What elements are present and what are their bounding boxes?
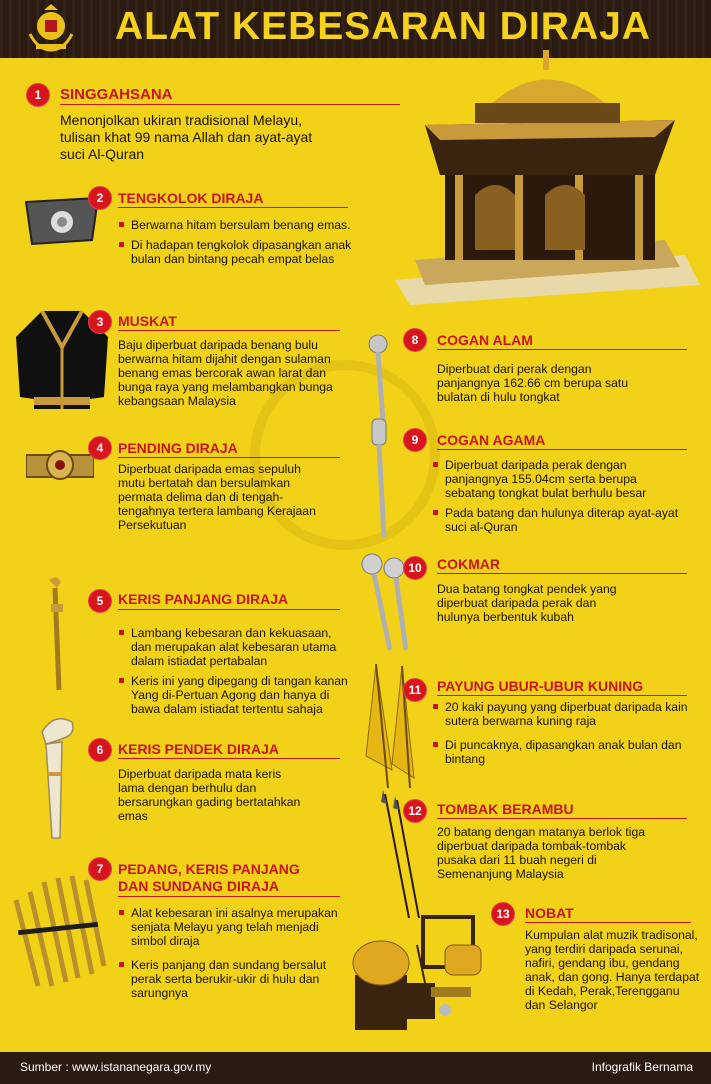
item-number: 7 <box>88 857 112 881</box>
item-number: 8 <box>403 328 427 352</box>
divider <box>437 695 687 696</box>
cogan-agama-illustration <box>360 415 400 540</box>
divider <box>118 609 340 610</box>
divider <box>118 330 340 331</box>
item-bullets-cogan-agama <box>432 458 682 540</box>
item-desc-nobat: Kumpulan alat muzik tradisonal, yang terdiri daripada serunai, nafiri, gendang ibu, gendang anak, dan gong. Hanya terdapat di Kedah, Perak,Terengganu dan Selangor <box>525 928 700 1012</box>
divider <box>118 758 340 759</box>
item-number: 4 <box>88 436 112 460</box>
item-title-muskat: MUSKAT <box>118 313 177 329</box>
item-title-pending: PENDING DIRAJA <box>118 440 238 456</box>
item-desc-cokmar: Dua batang tongkat pendek yang diperbuat daripada perak dan hulunya berbentuk kubah <box>437 582 617 624</box>
item-bullets-tengkolok <box>118 218 353 272</box>
list-item: Lambang kebesaran dan kekuasaan, dan merupakan alat kebesaran utama dalam istiadat pertabalan <box>118 626 354 668</box>
nobat-illustration <box>345 905 495 1035</box>
item-number: 10 <box>403 556 427 580</box>
footer-bar <box>0 1052 711 1084</box>
item-title-keris-panjang: KERIS PANJANG DIRAJA <box>118 591 289 607</box>
divider <box>437 818 687 819</box>
pedang-keris-sundang-illustration <box>8 870 108 990</box>
keris-panjang-illustration <box>35 574 75 694</box>
throne-illustration <box>395 45 700 305</box>
item-title-tengkolok: TENGKOLOK DIRAJA <box>118 190 264 206</box>
keris-pendek-illustration <box>24 712 86 842</box>
list-item: Alat kebesaran ini asalnya merupakan senjata Melayu yang telah menjadi simbol diraja <box>118 906 348 948</box>
item-title-singgahsana: SINGGAHSANA <box>60 86 173 103</box>
item-number: 9 <box>403 428 427 452</box>
item-title-keris-pendek: KERIS PENDEK DIRAJA <box>118 741 280 757</box>
divider <box>437 349 687 350</box>
list-item: 20 kaki payung yang diperbuat daripada kain sutera berwarna kuning raja <box>432 700 694 728</box>
divider <box>525 922 691 923</box>
list-item: Di puncaknya, dipasangkan anak bulan dan bintang <box>432 738 694 766</box>
divider <box>118 457 340 458</box>
item-bullets-pedang <box>118 906 348 1006</box>
pending-illustration <box>26 447 94 483</box>
divider <box>118 207 348 208</box>
item-desc-keris-pendek: Diperbuat daripada mata keris lama dengan berhulu dan bersarungkan gading bertatahkan emas <box>118 767 301 823</box>
list-item: Di hadapan tengkolok dipasangkan anak bulan dan bintang pecah empat belas <box>118 238 353 266</box>
list-item: Keris ini yang dipegang di tangan kanan Yang di-Pertuan Agong dan hanya di bawa dalam istiadat tertentu sahaja <box>118 674 354 716</box>
item-title-cogan-agama: COGAN AGAMA <box>437 432 546 448</box>
royal-crest-icon <box>24 4 78 54</box>
divider <box>437 449 687 450</box>
item-title-cogan-alam: COGAN ALAM <box>437 332 533 348</box>
item-number: 12 <box>403 799 427 823</box>
item-number: 2 <box>88 186 112 210</box>
item-title-cokmar: COKMAR <box>437 556 500 572</box>
item-number: 1 <box>26 83 50 107</box>
item-number: 5 <box>88 589 112 613</box>
item-desc-cogan-alam: Diperbuat dari perak dengan panjangnya 162.66 cm berupa satu bulatan di hulu tongkat <box>437 362 629 404</box>
item-title-tombak: TOMBAK BERAMBU <box>437 801 574 817</box>
item-bullets-keris-panjang <box>118 626 354 722</box>
item-desc-muskat: Baju diperbuat daripada benang bulu berwarna hitam dijahit dengan sulaman benang emas bercorak awan larat dan bunga raya yang melambangkan bunga kebangsaan Malaysia <box>118 338 333 408</box>
page-title: ALAT KEBESARAN DIRAJA <box>115 5 651 48</box>
list-item: Diperbuat daripada perak dengan panjangnya 155.04cm serta berupa sebatang tongkat bulat berhulu besar <box>432 458 682 500</box>
list-item: Pada batang dan hulunya diterap ayat-ayat suci al-Quran <box>432 506 682 534</box>
item-title-payung: PAYUNG UBUR-UBUR KUNING <box>437 678 644 694</box>
list-item: Berwarna hitam bersulam benang emas. <box>118 218 353 232</box>
item-title-nobat: NOBAT <box>525 905 574 921</box>
list-item: Keris panjang dan sundang bersalut perak serta berukir-ukir di hulu dan sarungnya <box>118 958 348 1000</box>
item-number: 3 <box>88 310 112 334</box>
item-number: 13 <box>491 902 515 926</box>
divider <box>60 104 400 105</box>
divider <box>118 896 340 897</box>
item-title-pedang: PEDANG, KERIS PANJANG DAN SUNDANG DIRAJA <box>118 861 300 894</box>
item-desc-pending: Diperbuat daripada emas sepuluh mutu bertatah dan bersulamkan permata delima dan di tengah-tengahnya tertera lambang Kerajaan Persekutuan <box>118 462 316 532</box>
item-number: 11 <box>403 678 427 702</box>
divider <box>437 573 687 574</box>
footer-source: Sumber : www.istananegara.gov.my <box>20 1060 212 1074</box>
item-bullets-payung <box>432 700 694 772</box>
item-desc-singgahsana: Menonjolkan ukiran tradisional Melayu, tulisan khat 99 nama Allah dan ayat-ayat suci Al-Quran <box>60 112 313 162</box>
footer-credit: Infografik Bernama <box>591 1060 693 1074</box>
item-desc-tombak: 20 batang dengan matanya berlok tiga diperbuat daripada tombak-tombak pusaka dari 11 buah negeri di Semenanjung Malaysia <box>437 825 646 881</box>
item-number: 6 <box>88 738 112 762</box>
